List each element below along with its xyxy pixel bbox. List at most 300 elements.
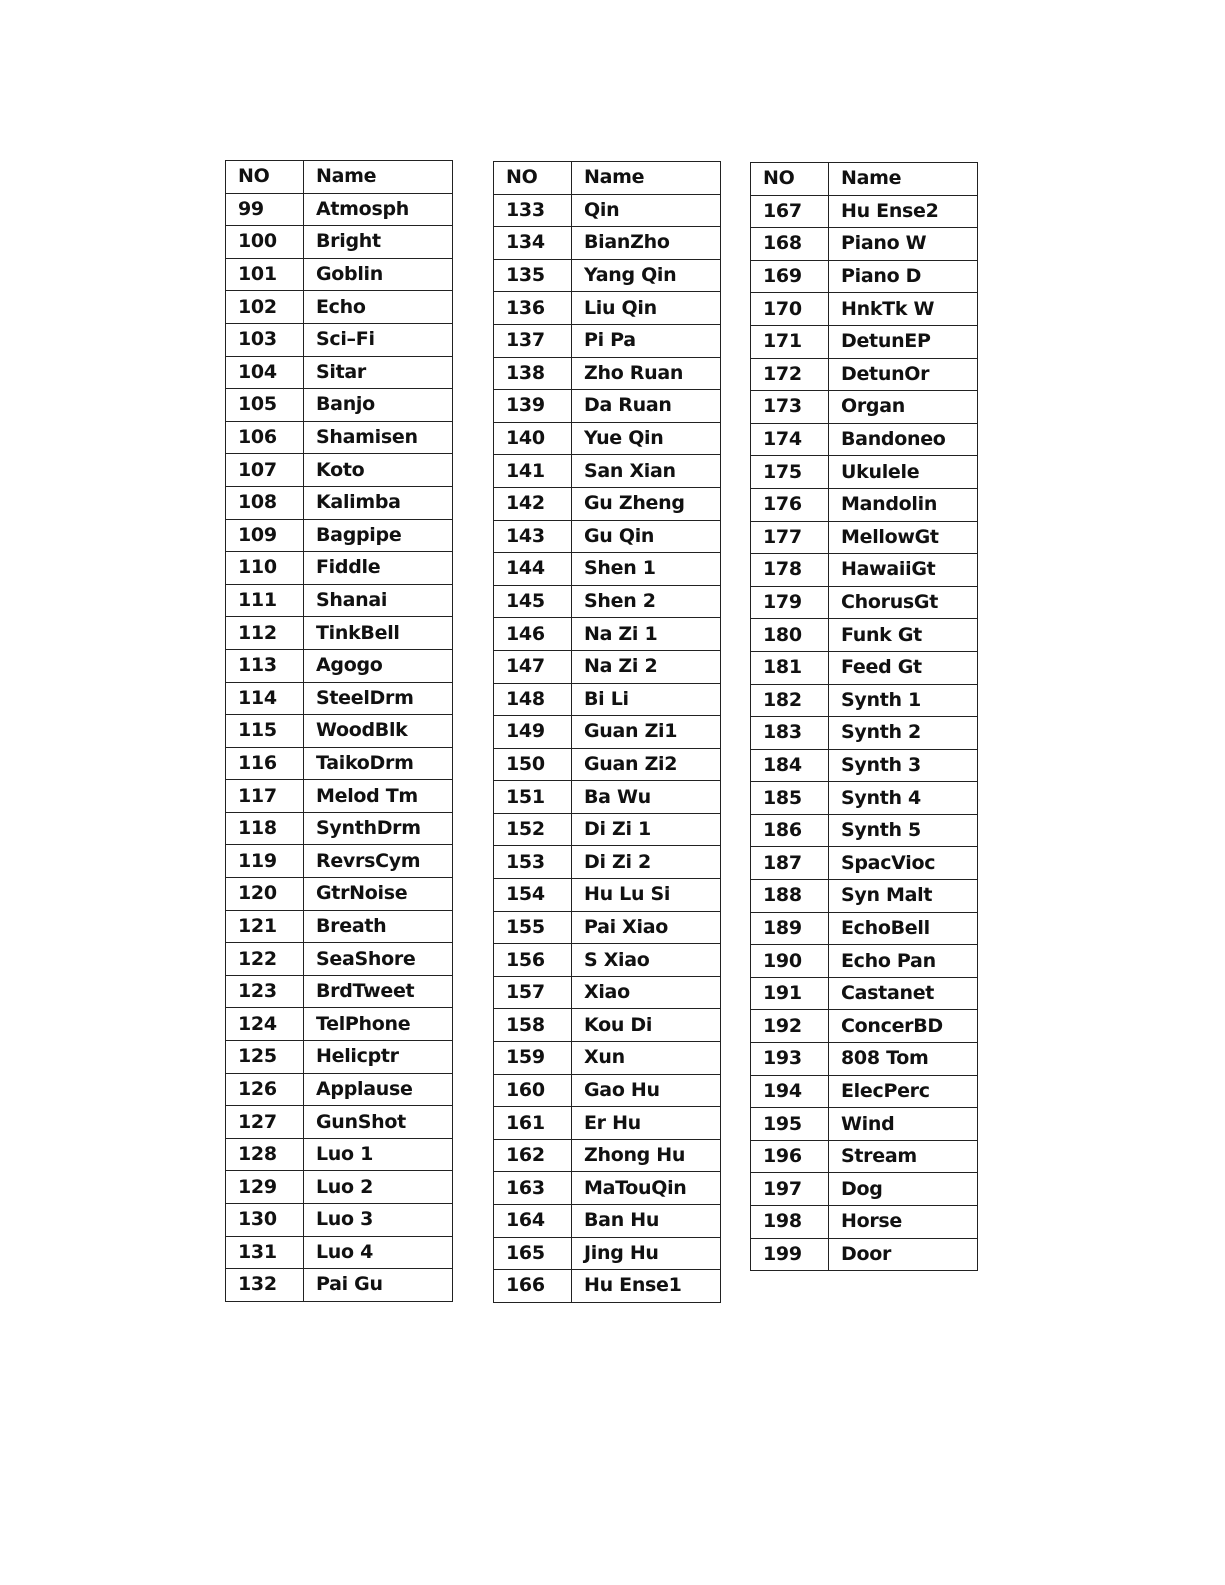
voice-number-cell: 108	[226, 486, 304, 519]
voice-name-cell: Liu Qin	[572, 292, 721, 325]
table-row	[751, 880, 978, 913]
table-row	[494, 748, 721, 781]
table-row	[751, 717, 978, 750]
table-row	[226, 226, 453, 259]
voice-number-cell: 151	[494, 781, 572, 814]
voice-name-cell: Synth 3	[829, 749, 978, 782]
column-header-no: NO	[226, 161, 304, 194]
voice-name-cell: Banjo	[304, 389, 453, 422]
voice-name-cell: Piano D	[829, 260, 978, 293]
voice-table-1	[225, 160, 453, 1302]
table-row	[494, 618, 721, 651]
column-header-no: NO	[751, 163, 829, 196]
voice-name-cell: MellowGt	[829, 521, 978, 554]
voice-number-cell: 154	[494, 879, 572, 912]
table-row	[751, 228, 978, 261]
voice-name-cell: Guan Zi1	[572, 716, 721, 749]
voice-number-cell: 159	[494, 1042, 572, 1075]
table-row	[494, 1205, 721, 1238]
voice-number-cell: 160	[494, 1074, 572, 1107]
voice-name-cell: DetunOr	[829, 358, 978, 391]
table-row	[494, 813, 721, 846]
table-row	[226, 682, 453, 715]
table-row	[226, 193, 453, 226]
voice-number-cell: 168	[751, 228, 829, 261]
voice-number-cell: 195	[751, 1108, 829, 1141]
voice-name-cell: Synth 5	[829, 814, 978, 847]
voice-number-cell: 122	[226, 943, 304, 976]
table-row	[494, 585, 721, 618]
table-row	[494, 455, 721, 488]
voice-number-cell: 102	[226, 291, 304, 324]
voice-name-cell: Goblin	[304, 258, 453, 291]
voice-name-cell: Organ	[829, 391, 978, 424]
table-row	[494, 846, 721, 879]
voice-number-cell: 150	[494, 748, 572, 781]
voice-number-cell: 142	[494, 487, 572, 520]
voice-number-cell: 120	[226, 878, 304, 911]
table-row	[226, 1269, 453, 1302]
table-row	[494, 422, 721, 455]
voice-name-cell: Di Zi 1	[572, 813, 721, 846]
voice-number-cell: 181	[751, 651, 829, 684]
voice-number-cell: 189	[751, 912, 829, 945]
voice-number-cell: 176	[751, 488, 829, 521]
table-row	[751, 325, 978, 358]
voice-name-cell: Synth 4	[829, 782, 978, 815]
voice-name-cell: Applause	[304, 1073, 453, 1106]
voice-number-cell: 146	[494, 618, 572, 651]
voice-name-cell: Gu Zheng	[572, 487, 721, 520]
table-row	[751, 1173, 978, 1206]
voice-number-cell: 125	[226, 1041, 304, 1074]
voice-number-cell: 192	[751, 1010, 829, 1043]
voice-name-cell: SteelDrm	[304, 682, 453, 715]
voice-number-cell: 144	[494, 553, 572, 586]
table-row	[226, 1106, 453, 1139]
voice-name-cell: ChorusGt	[829, 586, 978, 619]
table-row	[494, 1042, 721, 1075]
voice-number-cell: 110	[226, 552, 304, 585]
table-row	[226, 975, 453, 1008]
voice-number-cell: 187	[751, 847, 829, 880]
voice-name-cell: Hu Ense2	[829, 195, 978, 228]
voice-number-cell: 185	[751, 782, 829, 815]
voice-number-cell: 180	[751, 619, 829, 652]
voice-number-cell: 148	[494, 683, 572, 716]
voice-number-cell: 121	[226, 910, 304, 943]
voice-number-cell: 138	[494, 357, 572, 390]
voice-number-cell: 156	[494, 944, 572, 977]
voice-number-cell: 128	[226, 1138, 304, 1171]
voice-name-cell: ElecPerc	[829, 1075, 978, 1108]
table-row	[751, 814, 978, 847]
table-row	[494, 683, 721, 716]
voice-name-cell: Sitar	[304, 356, 453, 389]
voice-number-cell: 164	[494, 1205, 572, 1238]
voice-name-cell: Luo 4	[304, 1236, 453, 1269]
voice-number-cell: 111	[226, 584, 304, 617]
voice-number-cell: 174	[751, 423, 829, 456]
table-row	[494, 487, 721, 520]
voice-number-cell: 124	[226, 1008, 304, 1041]
voice-name-cell: Zho Ruan	[572, 357, 721, 390]
voice-name-cell: Agogo	[304, 649, 453, 682]
voice-name-cell: RevrsCym	[304, 845, 453, 878]
table-row	[226, 1041, 453, 1074]
table-row	[494, 944, 721, 977]
table-row	[226, 1204, 453, 1237]
voice-number-cell: 101	[226, 258, 304, 291]
voice-name-cell: Gao Hu	[572, 1074, 721, 1107]
voice-name-cell: Xun	[572, 1042, 721, 1075]
voice-name-cell: HawaiiGt	[829, 554, 978, 587]
table-row	[494, 1270, 721, 1303]
voice-name-cell: Echo	[304, 291, 453, 324]
voice-number-cell: 115	[226, 715, 304, 748]
voice-number-cell: 167	[751, 195, 829, 228]
voice-name-cell: Syn Malt	[829, 880, 978, 913]
voice-number-cell: 119	[226, 845, 304, 878]
voice-name-cell: Kalimba	[304, 486, 453, 519]
voice-name-cell: Sci–Fi	[304, 323, 453, 356]
voice-number-cell: 166	[494, 1270, 572, 1303]
voice-number-cell: 190	[751, 945, 829, 978]
table-row	[226, 812, 453, 845]
voice-number-cell: 163	[494, 1172, 572, 1205]
voice-number-cell: 127	[226, 1106, 304, 1139]
table-row	[226, 780, 453, 813]
voice-number-cell: 109	[226, 519, 304, 552]
voice-number-cell: 191	[751, 977, 829, 1010]
table-row	[226, 1138, 453, 1171]
voice-name-cell: ConcerBD	[829, 1010, 978, 1043]
table-row	[226, 617, 453, 650]
table-row	[751, 945, 978, 978]
voice-name-cell: Shamisen	[304, 421, 453, 454]
table-row	[494, 1107, 721, 1140]
table-row	[494, 911, 721, 944]
voice-name-cell: Helicptr	[304, 1041, 453, 1074]
voice-name-cell: Melod Tm	[304, 780, 453, 813]
voice-number-cell: 114	[226, 682, 304, 715]
column-header-name: Name	[304, 161, 453, 194]
table-row	[226, 454, 453, 487]
voice-name-cell: EchoBell	[829, 912, 978, 945]
table-row	[226, 1236, 453, 1269]
voice-number-cell: 130	[226, 1204, 304, 1237]
voice-number-cell: 112	[226, 617, 304, 650]
table-row	[751, 912, 978, 945]
table-row	[226, 910, 453, 943]
voice-number-cell: 106	[226, 421, 304, 454]
table-row	[226, 356, 453, 389]
table-row	[751, 847, 978, 880]
voice-name-cell: Jing Hu	[572, 1237, 721, 1270]
table-row	[751, 1140, 978, 1173]
voice-number-cell: 104	[226, 356, 304, 389]
voice-number-cell: 137	[494, 324, 572, 357]
voice-name-cell: Synth 1	[829, 684, 978, 717]
voice-number-cell: 131	[226, 1236, 304, 1269]
voice-name-cell: Na Zi 1	[572, 618, 721, 651]
voice-name-cell: Gu Qin	[572, 520, 721, 553]
voice-name-cell: Yang Qin	[572, 259, 721, 292]
voice-number-cell: 99	[226, 193, 304, 226]
voice-number-cell: 161	[494, 1107, 572, 1140]
table-row	[751, 1075, 978, 1108]
voice-number-cell: 194	[751, 1075, 829, 1108]
voice-number-cell: 116	[226, 747, 304, 780]
table-header-row	[751, 163, 978, 196]
voice-number-cell: 123	[226, 975, 304, 1008]
voice-name-cell: Hu Lu Si	[572, 879, 721, 912]
voice-number-cell: 117	[226, 780, 304, 813]
table-row	[751, 749, 978, 782]
voice-name-cell: HnkTk W	[829, 293, 978, 326]
table-row	[494, 324, 721, 357]
table-row	[494, 259, 721, 292]
voice-number-cell: 179	[751, 586, 829, 619]
table-row	[494, 716, 721, 749]
voice-number-cell: 197	[751, 1173, 829, 1206]
voice-name-cell: Shen 1	[572, 553, 721, 586]
voice-name-cell: WoodBlk	[304, 715, 453, 748]
table-row	[226, 486, 453, 519]
voice-name-cell: Horse	[829, 1206, 978, 1239]
voice-number-cell: 158	[494, 1009, 572, 1042]
table-row	[494, 1139, 721, 1172]
table-row	[226, 421, 453, 454]
table-row	[226, 649, 453, 682]
table-row	[751, 977, 978, 1010]
table-row	[751, 488, 978, 521]
table-row	[226, 291, 453, 324]
table-row	[751, 260, 978, 293]
voice-name-cell: San Xian	[572, 455, 721, 488]
table-row	[226, 1171, 453, 1204]
voice-number-cell: 149	[494, 716, 572, 749]
voice-name-cell: Guan Zi2	[572, 748, 721, 781]
voice-number-cell: 145	[494, 585, 572, 618]
table-row	[226, 552, 453, 585]
voice-number-cell: 118	[226, 812, 304, 845]
voice-name-cell: SynthDrm	[304, 812, 453, 845]
table-row	[494, 1074, 721, 1107]
voice-name-cell: Atmosph	[304, 193, 453, 226]
column-header-no: NO	[494, 162, 572, 195]
voice-name-cell: Luo 2	[304, 1171, 453, 1204]
voice-name-cell: Ba Wu	[572, 781, 721, 814]
voice-name-cell: GunShot	[304, 1106, 453, 1139]
voice-name-cell: Door	[829, 1238, 978, 1271]
table-row	[226, 584, 453, 617]
table-row	[751, 293, 978, 326]
table-body	[494, 194, 721, 1302]
voice-name-cell: Hu Ense1	[572, 1270, 721, 1303]
table-row	[226, 878, 453, 911]
voice-name-cell: Di Zi 2	[572, 846, 721, 879]
table-row	[494, 520, 721, 553]
table-row	[751, 1010, 978, 1043]
voice-number-cell: 113	[226, 649, 304, 682]
voice-number-cell: 107	[226, 454, 304, 487]
voice-number-cell: 153	[494, 846, 572, 879]
voice-name-cell: BrdTweet	[304, 975, 453, 1008]
table-row	[494, 1237, 721, 1270]
voice-number-cell: 143	[494, 520, 572, 553]
table-row	[226, 1008, 453, 1041]
voice-name-cell: Breath	[304, 910, 453, 943]
voice-name-cell: 808 Tom	[829, 1043, 978, 1076]
voice-name-cell: Er Hu	[572, 1107, 721, 1140]
voice-name-cell: Piano W	[829, 228, 978, 261]
voice-name-cell: Ban Hu	[572, 1205, 721, 1238]
table-row	[226, 389, 453, 422]
voice-name-cell: Shanai	[304, 584, 453, 617]
voice-number-cell: 175	[751, 456, 829, 489]
table-row	[226, 323, 453, 356]
table-header-row	[226, 161, 453, 194]
table-row	[226, 715, 453, 748]
voice-name-cell: Kou Di	[572, 1009, 721, 1042]
table-row	[494, 781, 721, 814]
voice-name-cell: S Xiao	[572, 944, 721, 977]
voice-name-cell: TelPhone	[304, 1008, 453, 1041]
voice-number-cell: 183	[751, 717, 829, 750]
voice-name-cell: DetunEP	[829, 325, 978, 358]
table-row	[226, 1073, 453, 1106]
table-row	[494, 194, 721, 227]
voice-name-cell: Mandolin	[829, 488, 978, 521]
voice-number-cell: 182	[751, 684, 829, 717]
voice-number-cell: 100	[226, 226, 304, 259]
table-row	[494, 292, 721, 325]
voice-number-cell: 134	[494, 227, 572, 260]
voice-number-cell: 105	[226, 389, 304, 422]
table-row	[751, 684, 978, 717]
table-row	[494, 1172, 721, 1205]
voice-name-cell: Yue Qin	[572, 422, 721, 455]
voice-name-cell: TaikoDrm	[304, 747, 453, 780]
table-row	[226, 747, 453, 780]
voice-name-cell: Bright	[304, 226, 453, 259]
table-row	[751, 1206, 978, 1239]
voice-name-cell: Luo 3	[304, 1204, 453, 1237]
table-row	[494, 553, 721, 586]
table-body	[751, 195, 978, 1271]
voice-number-cell: 103	[226, 323, 304, 356]
voice-number-cell: 186	[751, 814, 829, 847]
voice-number-cell: 157	[494, 976, 572, 1009]
voice-number-cell: 188	[751, 880, 829, 913]
voice-number-cell: 165	[494, 1237, 572, 1270]
voice-number-cell: 184	[751, 749, 829, 782]
voice-number-cell: 139	[494, 390, 572, 423]
voice-number-cell: 173	[751, 391, 829, 424]
voice-number-cell: 198	[751, 1206, 829, 1239]
voice-name-cell: Koto	[304, 454, 453, 487]
table-row	[751, 782, 978, 815]
voice-name-cell: Funk Gt	[829, 619, 978, 652]
voice-name-cell: Qin	[572, 194, 721, 227]
voice-name-cell: Dog	[829, 1173, 978, 1206]
voice-number-cell: 196	[751, 1140, 829, 1173]
voice-name-cell: Zhong Hu	[572, 1139, 721, 1172]
voice-number-cell: 126	[226, 1073, 304, 1106]
voice-name-cell: Bagpipe	[304, 519, 453, 552]
voice-name-cell: Da Ruan	[572, 390, 721, 423]
table-row	[494, 976, 721, 1009]
voice-name-cell: MaTouQin	[572, 1172, 721, 1205]
table-row	[751, 423, 978, 456]
voice-name-cell: Wind	[829, 1108, 978, 1141]
voice-number-cell: 135	[494, 259, 572, 292]
voice-number-cell: 177	[751, 521, 829, 554]
table-row	[226, 943, 453, 976]
table-body	[226, 193, 453, 1301]
voice-number-cell: 152	[494, 813, 572, 846]
table-row	[751, 619, 978, 652]
voice-number-cell: 140	[494, 422, 572, 455]
table-row	[494, 227, 721, 260]
column-header-name: Name	[829, 163, 978, 196]
voice-name-cell: Feed Gt	[829, 651, 978, 684]
voice-name-cell: Xiao	[572, 976, 721, 1009]
table-row	[751, 391, 978, 424]
voice-number-cell: 193	[751, 1043, 829, 1076]
table-row	[751, 456, 978, 489]
voice-number-cell: 133	[494, 194, 572, 227]
voice-number-cell: 171	[751, 325, 829, 358]
voice-name-cell: Stream	[829, 1140, 978, 1173]
voice-name-cell: Castanet	[829, 977, 978, 1010]
voice-name-cell: Pi Pa	[572, 324, 721, 357]
voice-name-cell: SeaShore	[304, 943, 453, 976]
voice-number-cell: 169	[751, 260, 829, 293]
table-row	[751, 651, 978, 684]
voice-name-cell: GtrNoise	[304, 878, 453, 911]
voice-name-cell: Bandoneo	[829, 423, 978, 456]
table-row	[226, 519, 453, 552]
table-row	[751, 358, 978, 391]
voice-number-cell: 155	[494, 911, 572, 944]
voice-name-cell: Echo Pan	[829, 945, 978, 978]
voice-name-cell: Ukulele	[829, 456, 978, 489]
voice-number-cell: 172	[751, 358, 829, 391]
voice-name-cell: Na Zi 2	[572, 650, 721, 683]
voice-number-cell: 170	[751, 293, 829, 326]
voice-name-cell: Luo 1	[304, 1138, 453, 1171]
table-row	[494, 357, 721, 390]
table-row	[751, 1238, 978, 1271]
table-row	[226, 845, 453, 878]
voice-number-cell: 162	[494, 1139, 572, 1172]
table-header-row	[494, 162, 721, 195]
voice-name-cell: Fiddle	[304, 552, 453, 585]
voice-number-cell: 199	[751, 1238, 829, 1271]
voice-number-cell: 129	[226, 1171, 304, 1204]
voice-name-cell: Pai Xiao	[572, 911, 721, 944]
voice-name-cell: Bi Li	[572, 683, 721, 716]
voice-name-cell: Shen 2	[572, 585, 721, 618]
voice-name-cell: SpacVioc	[829, 847, 978, 880]
voice-name-cell: TinkBell	[304, 617, 453, 650]
column-header-name: Name	[572, 162, 721, 195]
table-row	[494, 879, 721, 912]
table-row	[751, 1108, 978, 1141]
voice-name-cell: Pai Gu	[304, 1269, 453, 1302]
